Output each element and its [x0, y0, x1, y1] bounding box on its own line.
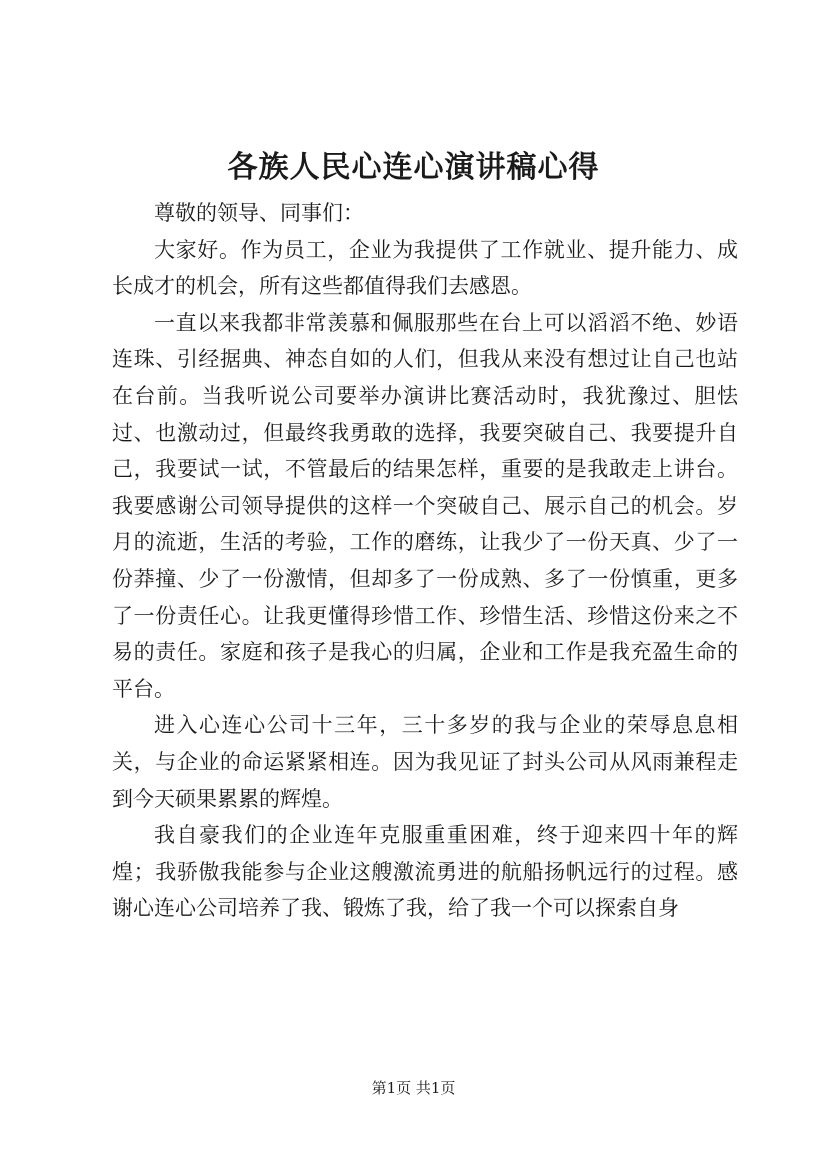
page-number-footer: 第1页 共1页	[371, 1079, 456, 1097]
document-title: 各族人民心连心演讲稿心得	[227, 150, 600, 185]
paragraph-salutation: 尊敬的领导、同事们：	[154, 201, 364, 225]
paragraph-pride: 我自豪我们的企业连年克服重重困难，终于迎来四十年的辉煌；我骄傲我能参与企业这艘激流勇进的航船扬帆远行的过程。感谢心连心公司培养了我、锻炼了我，给了我一个可以探索自身	[112, 823, 738, 921]
document-body	[112, 195, 738, 927]
paragraph-company-years: 进入心连心公司十三年，三十多岁的我与企业的荣辱息息相关，与企业的命运紧紧相连。因为我见证了封头公司从风雨兼程走到今天硕果累累的辉煌。	[112, 713, 738, 811]
paragraph-greeting: 大家好。作为员工，企业为我提供了工作就业、提升能力、成长成才的机会，所有这些都值得我们去感恩。	[112, 237, 738, 299]
paragraph-reflection: 一直以来我都非常羡慕和佩服那些在台上可以滔滔不绝、妙语连珠、引经据典、神态自如的人们，但我从来没有想过让自己也站在台前。当我听说公司要举办演讲比赛活动时，我犹豫过、胆怯过、也激动过，但最终我勇敢的选择，我要突破自己、我要提升自己，我要试一试，不管最后的结果怎样，重要的是我敢走上讲台。我要感谢公司领导提供的这样一个突破自己、展示自己的机会。岁月的流逝，生活的考验，工作的磨练，让我少了一份天真、少了一份莽撞、少了一份激情，但却多了一份成熟、多了一份慎重，更多了一份责任心。让我更懂得珍惜工作、珍惜生活、珍惜这份来之不易的责任。家庭和孩子是我心的归属，企业和工作是我充盈生命的平台。	[112, 310, 738, 701]
